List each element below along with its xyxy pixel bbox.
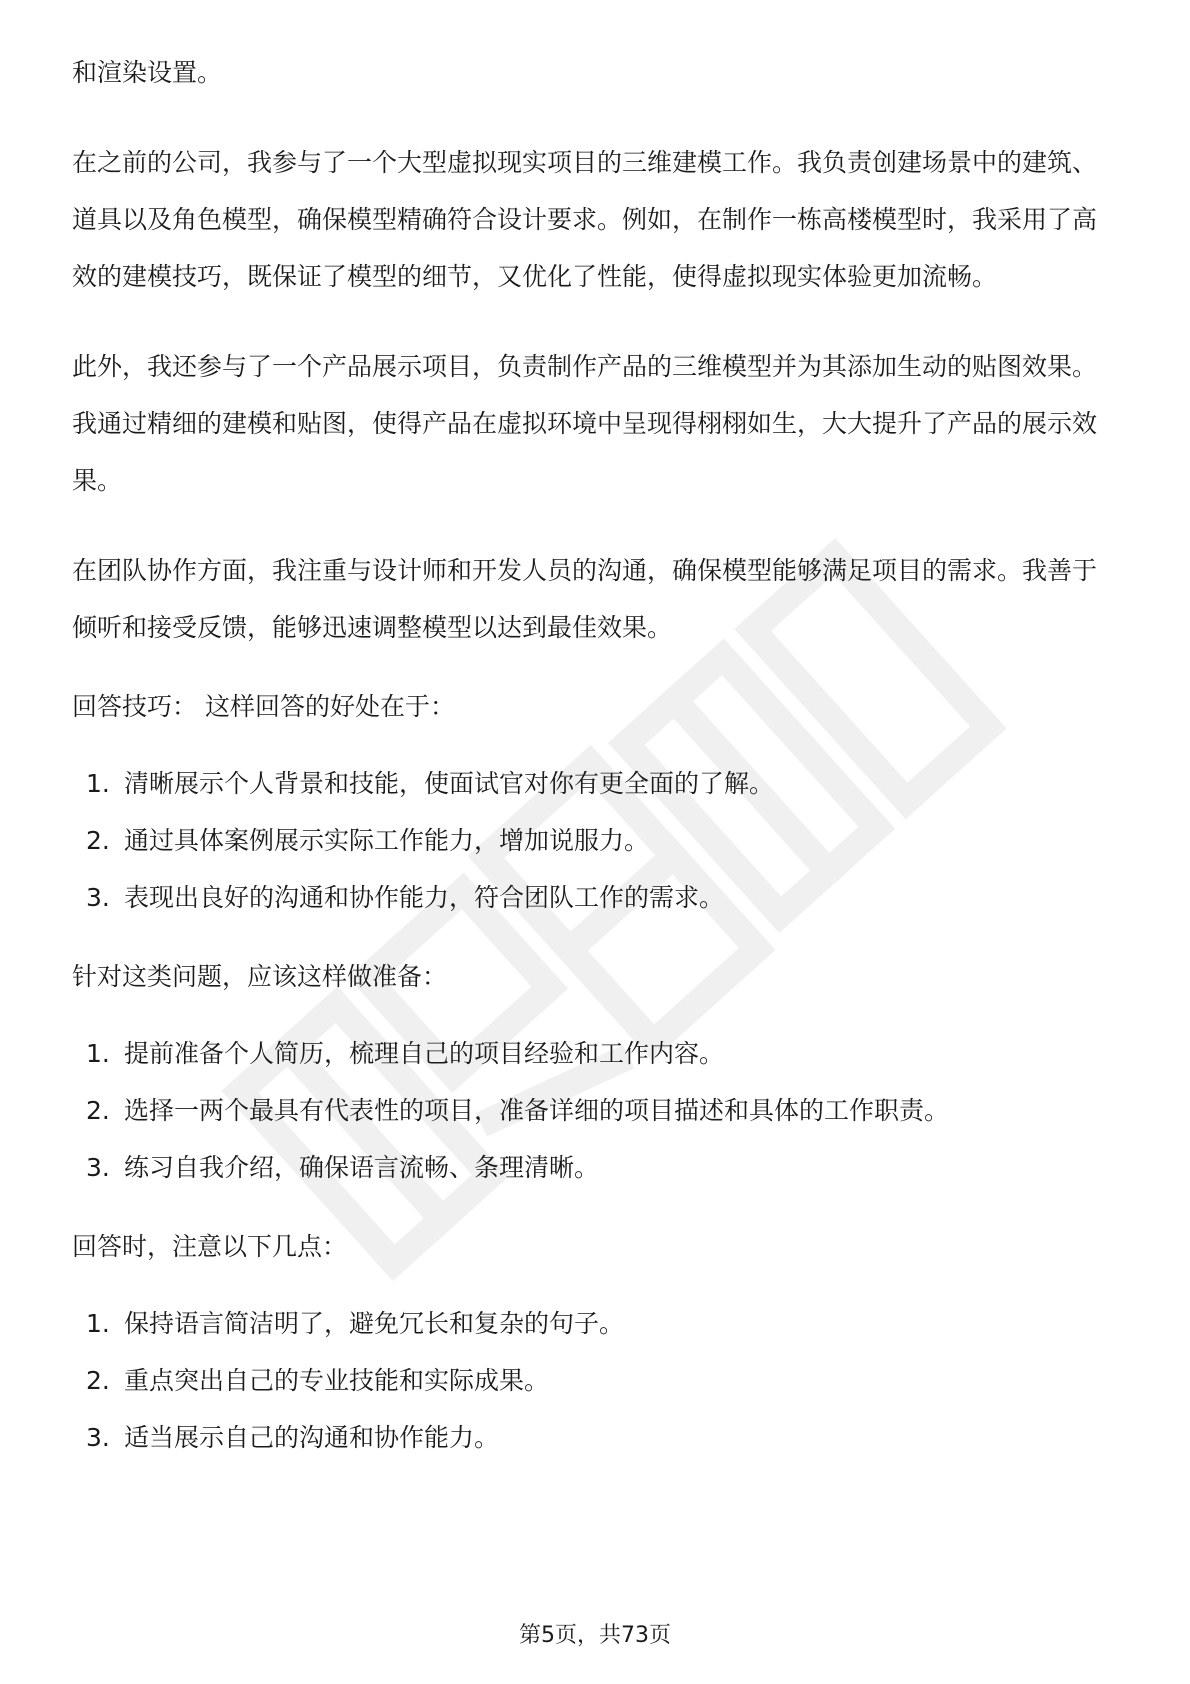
list-item	[72, 1295, 1118, 1352]
notes-list	[72, 1295, 1118, 1466]
list-item	[72, 812, 1118, 869]
list-item-text: 保持语言简洁明了，避免冗长和复杂的句子。	[124, 1309, 625, 1338]
list-item-text: 重点突出自己的专业技能和实际成果。	[124, 1366, 550, 1395]
list-item-text: 适当展示自己的沟通和协作能力。	[124, 1423, 500, 1452]
list-number: 3.	[86, 1153, 110, 1182]
list-item-text: 练习自我介绍，确保语言流畅、条理清晰。	[124, 1153, 600, 1182]
notes-heading: 回答时，注意以下几点：	[72, 1232, 348, 1261]
list-item-text: 通过具体案例展示实际工作能力，增加说服力。	[124, 826, 650, 855]
list-item	[72, 1352, 1118, 1409]
list-number: 2.	[86, 826, 110, 855]
tips-heading: 回答技巧： 这样回答的好处在于：	[72, 692, 455, 721]
paragraph-teamwork: 在团队协作方面，我注重与设计师和开发人员的沟通，确保模型能够满足项目的需求。我善于倾听和接受反馈，能够迅速调整模型以达到最佳效果。	[72, 556, 1098, 642]
paragraph-experience: 在之前的公司，我参与了一个大型虚拟现实项目的三维建模工作。我负责创建场景中的建筑、道具以及角色模型，确保模型精确符合设计要求。例如，在制作一栋高楼模型时，我采用了高效的建模技巧，既保证了模型的细节，又优化了性能，使得虚拟现实体验更加流畅。	[72, 148, 1098, 291]
list-item-text: 表现出良好的沟通和协作能力，符合团队工作的需求。	[124, 883, 725, 912]
tips-list	[72, 755, 1118, 926]
list-item	[72, 1025, 1118, 1082]
prep-heading: 针对这类问题，应该这样做准备：	[72, 962, 448, 991]
list-item	[72, 1139, 1118, 1196]
intro-tail: 和渲染设置。	[72, 58, 223, 87]
list-number: 3.	[86, 1423, 110, 1452]
document-body	[72, 44, 1118, 1466]
list-item	[72, 869, 1118, 926]
list-number: 1.	[86, 1039, 110, 1068]
prep-list	[72, 1025, 1118, 1196]
list-number: 3.	[86, 883, 110, 912]
list-number: 1.	[86, 1309, 110, 1338]
list-item-text: 提前准备个人简历，梳理自己的项目经验和工作内容。	[124, 1039, 725, 1068]
list-item	[72, 1409, 1118, 1466]
list-number: 1.	[86, 769, 110, 798]
list-item-text: 选择一两个最具有代表性的项目，准备详细的项目描述和具体的工作职责。	[124, 1096, 950, 1125]
list-number: 2.	[86, 1366, 110, 1395]
list-item	[72, 755, 1118, 812]
list-item-text: 清晰展示个人背景和技能，使面试官对你有更全面的了解。	[124, 769, 775, 798]
list-number: 2.	[86, 1096, 110, 1125]
list-item	[72, 1082, 1118, 1139]
page-footer	[0, 1620, 1190, 1652]
paragraph-product-project: 此外，我还参与了一个产品展示项目，负责制作产品的三维模型并为其添加生动的贴图效果。我通过精细的建模和贴图，使得产品在虚拟环境中呈现得栩栩如生，大大提升了产品的展示效果。	[72, 352, 1098, 495]
page-number: 第5页，共73页	[519, 1623, 671, 1648]
